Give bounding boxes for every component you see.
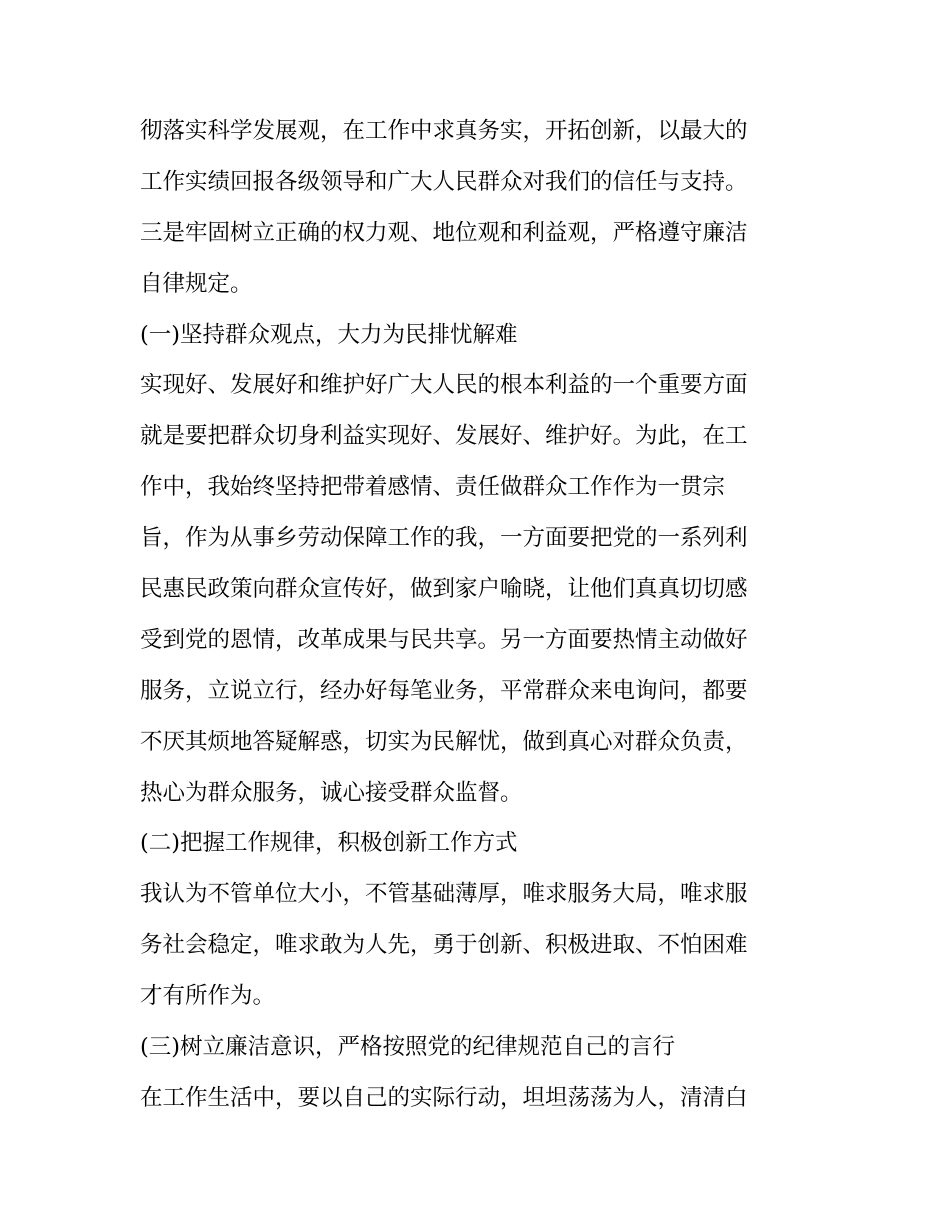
- document-body: [140, 106, 820, 1124]
- paragraph-line: 我认为不管单位大小，不管基础薄厚，唯求服务大局，唯求服: [140, 881, 748, 908]
- paragraph-line: 自律规定。: [140, 270, 253, 297]
- paragraph-line: 作中，我始终坚持把带着感情、责任做群众工作作为一贯宗: [140, 474, 726, 501]
- paragraph-line: 三是牢固树立正确的权力观、地位观和利益观，严格遵守廉洁: [140, 219, 748, 246]
- paragraph-line: 实现好、发展好和维护好广大人民的根本利益的一个重要方面: [140, 372, 748, 399]
- paragraph-line: 旨，作为从事乡劳动保障工作的我，一方面要把党的一系列利: [140, 525, 748, 552]
- paragraph-line: 彻落实科学发展观，在工作中求真务实，开拓创新，以最大的: [140, 118, 748, 144]
- paragraph-line: 民惠民政策向群众宣传好，做到家户喻晓，让他们真真切切感: [140, 576, 748, 603]
- paragraph-line: 务社会稳定，唯求敢为人先，勇于创新、积极进取、不怕困难: [140, 932, 748, 959]
- paragraph-line: 服务，立说立行，经办好每笔业务，平常群众来电询问，都要: [140, 677, 748, 704]
- paragraph-line: 就是要把群众切身利益实现好、发展好、维护好。为此，在工: [140, 423, 748, 450]
- paragraph-line: 不厌其烦地答疑解惑，切实为民解忧，做到真心对群众负责，: [140, 728, 748, 755]
- section-heading: (三)树立廉洁意识，严格按照党的纪律规范自己的言行: [140, 1034, 676, 1061]
- paragraph-line: 工作实绩回报各级领导和广大人民群众对我们的信任与支持。: [140, 168, 748, 195]
- paragraph-line: 才有所作为。: [140, 983, 276, 1010]
- section-heading: (二)把握工作规律，积极创新工作方式: [140, 830, 518, 857]
- paragraph-line: 热心为群众服务，诚心接受群众监督。: [140, 779, 523, 806]
- section-heading: (一)坚持群众观点，大力为民排忧解难: [140, 321, 518, 348]
- paragraph-line: 受到党的恩情，改革成果与民共享。另一方面要热情主动做好: [140, 626, 748, 653]
- paragraph-line: 在工作生活中，要以自己的实际行动，坦坦荡荡为人，清清白: [140, 1084, 748, 1111]
